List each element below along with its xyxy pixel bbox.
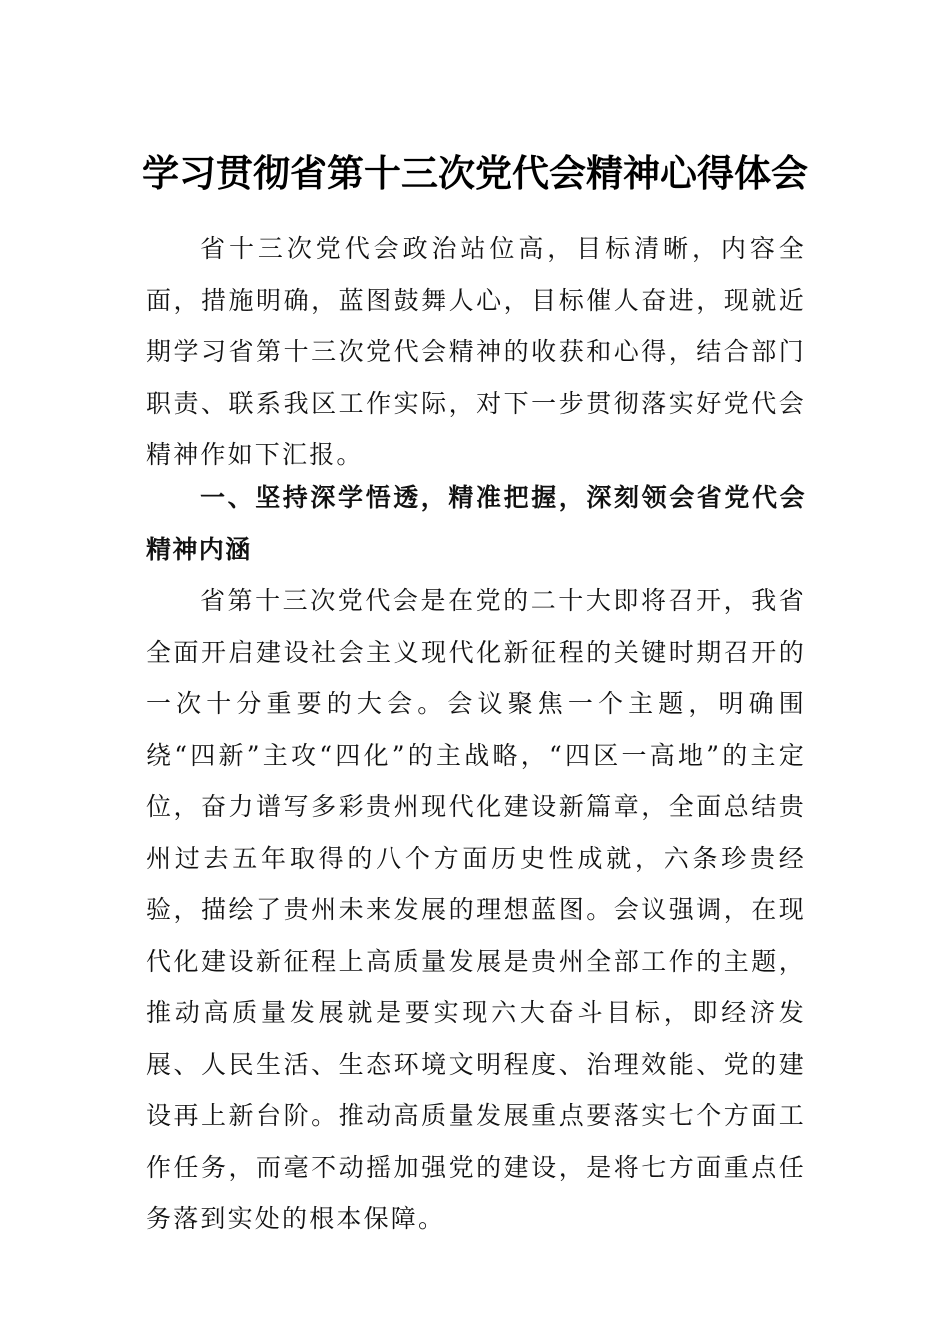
section-paragraph: 省第十三次党代会是在党的二十大即将召开，我省全面开启建设社会主义现代化新征程的关键时期召开的一次十分重要的大会。会议聚焦一个主题，明确围绕“四新”主攻“四化”的主战略，“四区一高地”的主定位，奋力谱写多彩贵州现代化建设新篇章，全面总结贵州过去五年取得的八个方面历史性成就，六条珍贵经验，描绘了贵州未来发展的理想蓝图。会议强调，在现代化建设新征程上高质量发展是贵州全部工作的主题，推动高质量发展就是要实现六大奋斗目标，即经济发展、人民生活、生态环境文明程度、治理效能、党的建设再上新台阶。推动高质量发展重点要落实七个方面工作任务，而毫不动摇加强党的建设，是将七方面重点任务落到实处的根本保障。: [146, 586, 806, 1233]
document-title: 学习贯彻省第十三次党代会精神心得体会: [142, 151, 808, 195]
section-heading: 一、坚持深学悟透，精准把握，深刻领会省党代会精神内涵: [146, 483, 806, 564]
intro-paragraph: 省十三次党代会政治站位高，目标清晰，内容全面，措施明确，蓝图鼓舞人心，目标催人奋进，现就近期学习省第十三次党代会精神的收获和心得，结合部门职责、联系我区工作实际，对下一步贯彻落实好党代会精神作如下汇报。: [146, 234, 806, 469]
